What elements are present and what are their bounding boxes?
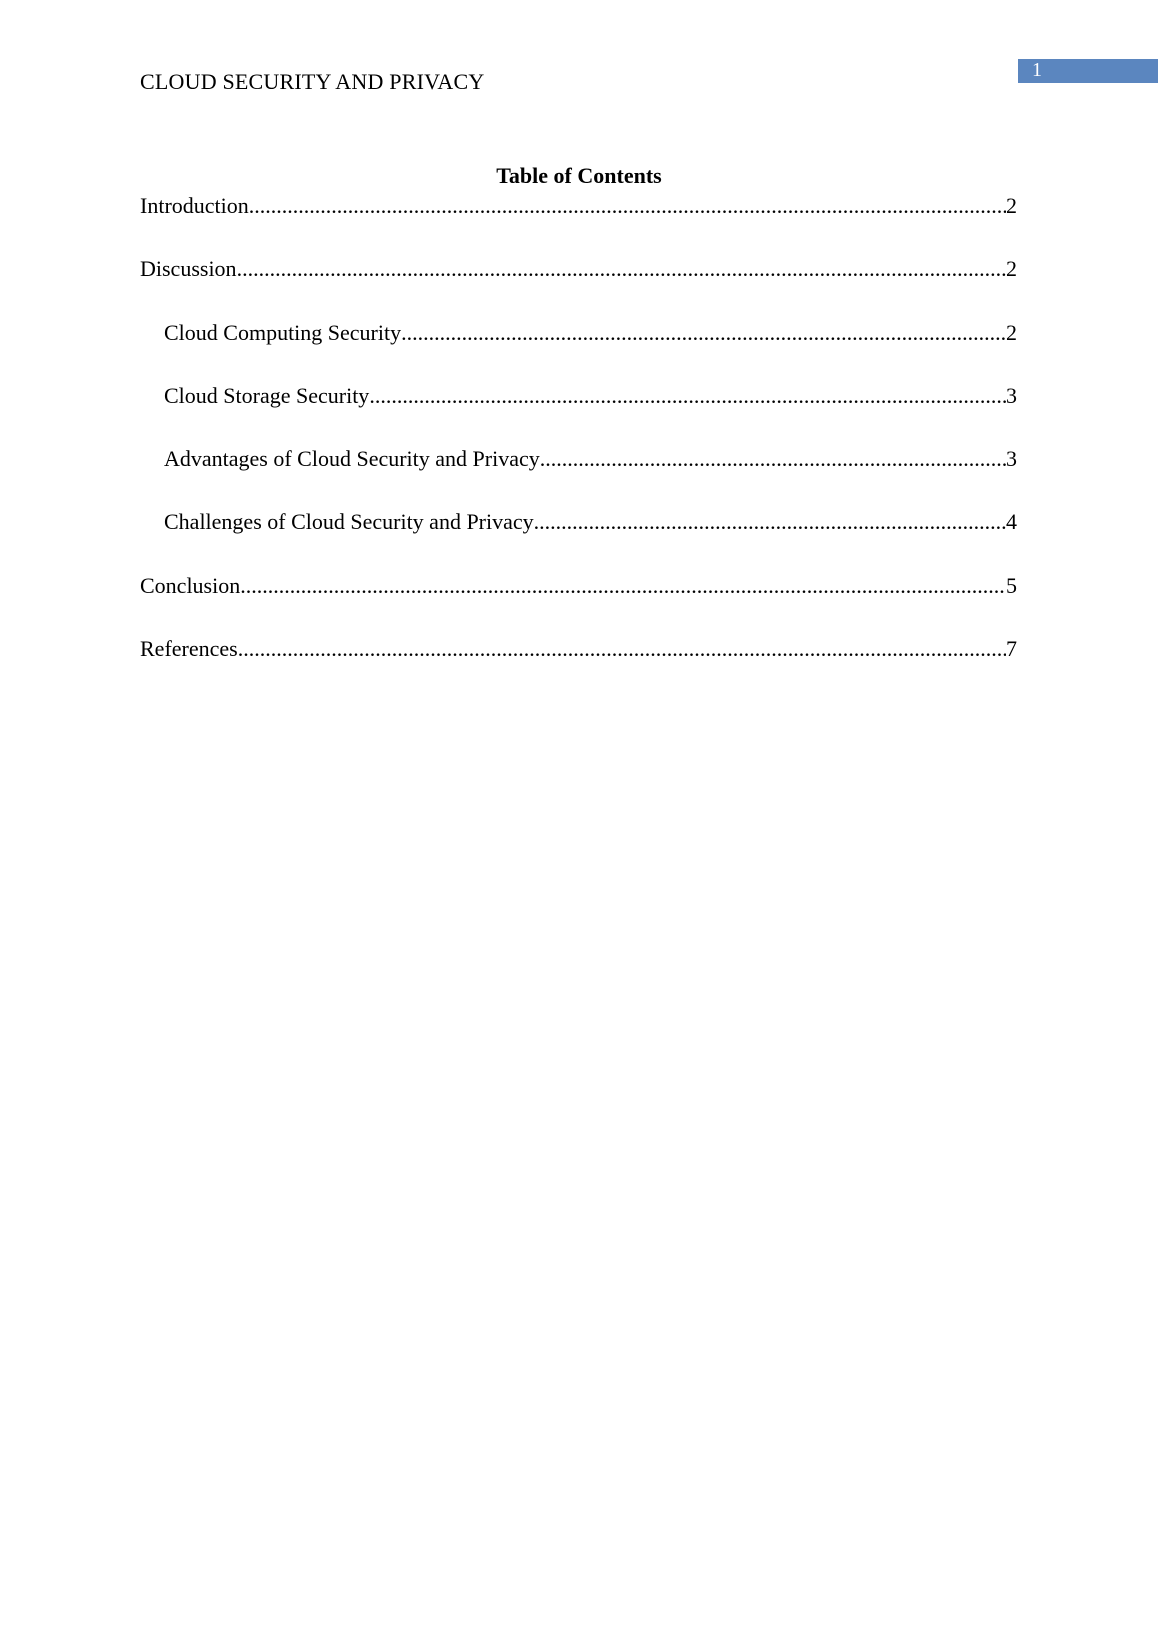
toc-entry-introduction[interactable] [140, 193, 1017, 256]
toc-entry-label: References [140, 636, 238, 662]
toc-entry-page: 2 [1006, 193, 1017, 218]
toc-dot-leader [369, 383, 1006, 409]
toc-dot-leader [534, 509, 1006, 535]
table-of-contents [140, 193, 1017, 699]
toc-entry-label: Cloud Storage Security [164, 382, 370, 408]
page-number: 1 [1032, 59, 1042, 81]
toc-entry-page: 2 [1006, 319, 1017, 345]
toc-entry-label: Introduction [140, 193, 249, 218]
toc-dot-leader [540, 446, 1006, 472]
toc-entry-page: 4 [1006, 509, 1017, 535]
toc-entry-challenges[interactable] [140, 509, 1017, 572]
toc-entry-page: 7 [1006, 636, 1017, 662]
toc-entry-label: Discussion [140, 256, 237, 282]
toc-entry-references[interactable] [140, 636, 1017, 699]
toc-entry-discussion[interactable] [140, 256, 1017, 319]
toc-dot-leader [249, 193, 1006, 219]
running-head: CLOUD SECURITY AND PRIVACY [140, 69, 485, 94]
toc-entry-label: Cloud Computing Security [164, 319, 402, 345]
toc-entry-cloud-computing-security[interactable] [140, 320, 1017, 383]
toc-entry-cloud-storage-security[interactable] [140, 383, 1017, 446]
toc-entry-page: 5 [1006, 572, 1017, 598]
toc-entry-conclusion[interactable] [140, 573, 1017, 636]
toc-entry-advantages[interactable] [140, 446, 1017, 509]
toc-dot-leader [238, 636, 1006, 662]
toc-entry-page: 2 [1006, 256, 1017, 282]
toc-dot-leader [401, 320, 1006, 346]
toc-dot-leader [240, 573, 1006, 599]
toc-entry-page: 3 [1006, 382, 1017, 408]
toc-heading: Table of Contents [496, 163, 662, 188]
page-number-badge [1018, 59, 1158, 83]
toc-dot-leader [237, 256, 1006, 282]
toc-entry-label: Conclusion [140, 572, 241, 598]
toc-entry-label: Challenges of Cloud Security and Privacy [164, 509, 534, 535]
toc-entry-label: Advantages of Cloud Security and Privacy [164, 446, 540, 472]
toc-entry-page: 3 [1006, 446, 1017, 472]
